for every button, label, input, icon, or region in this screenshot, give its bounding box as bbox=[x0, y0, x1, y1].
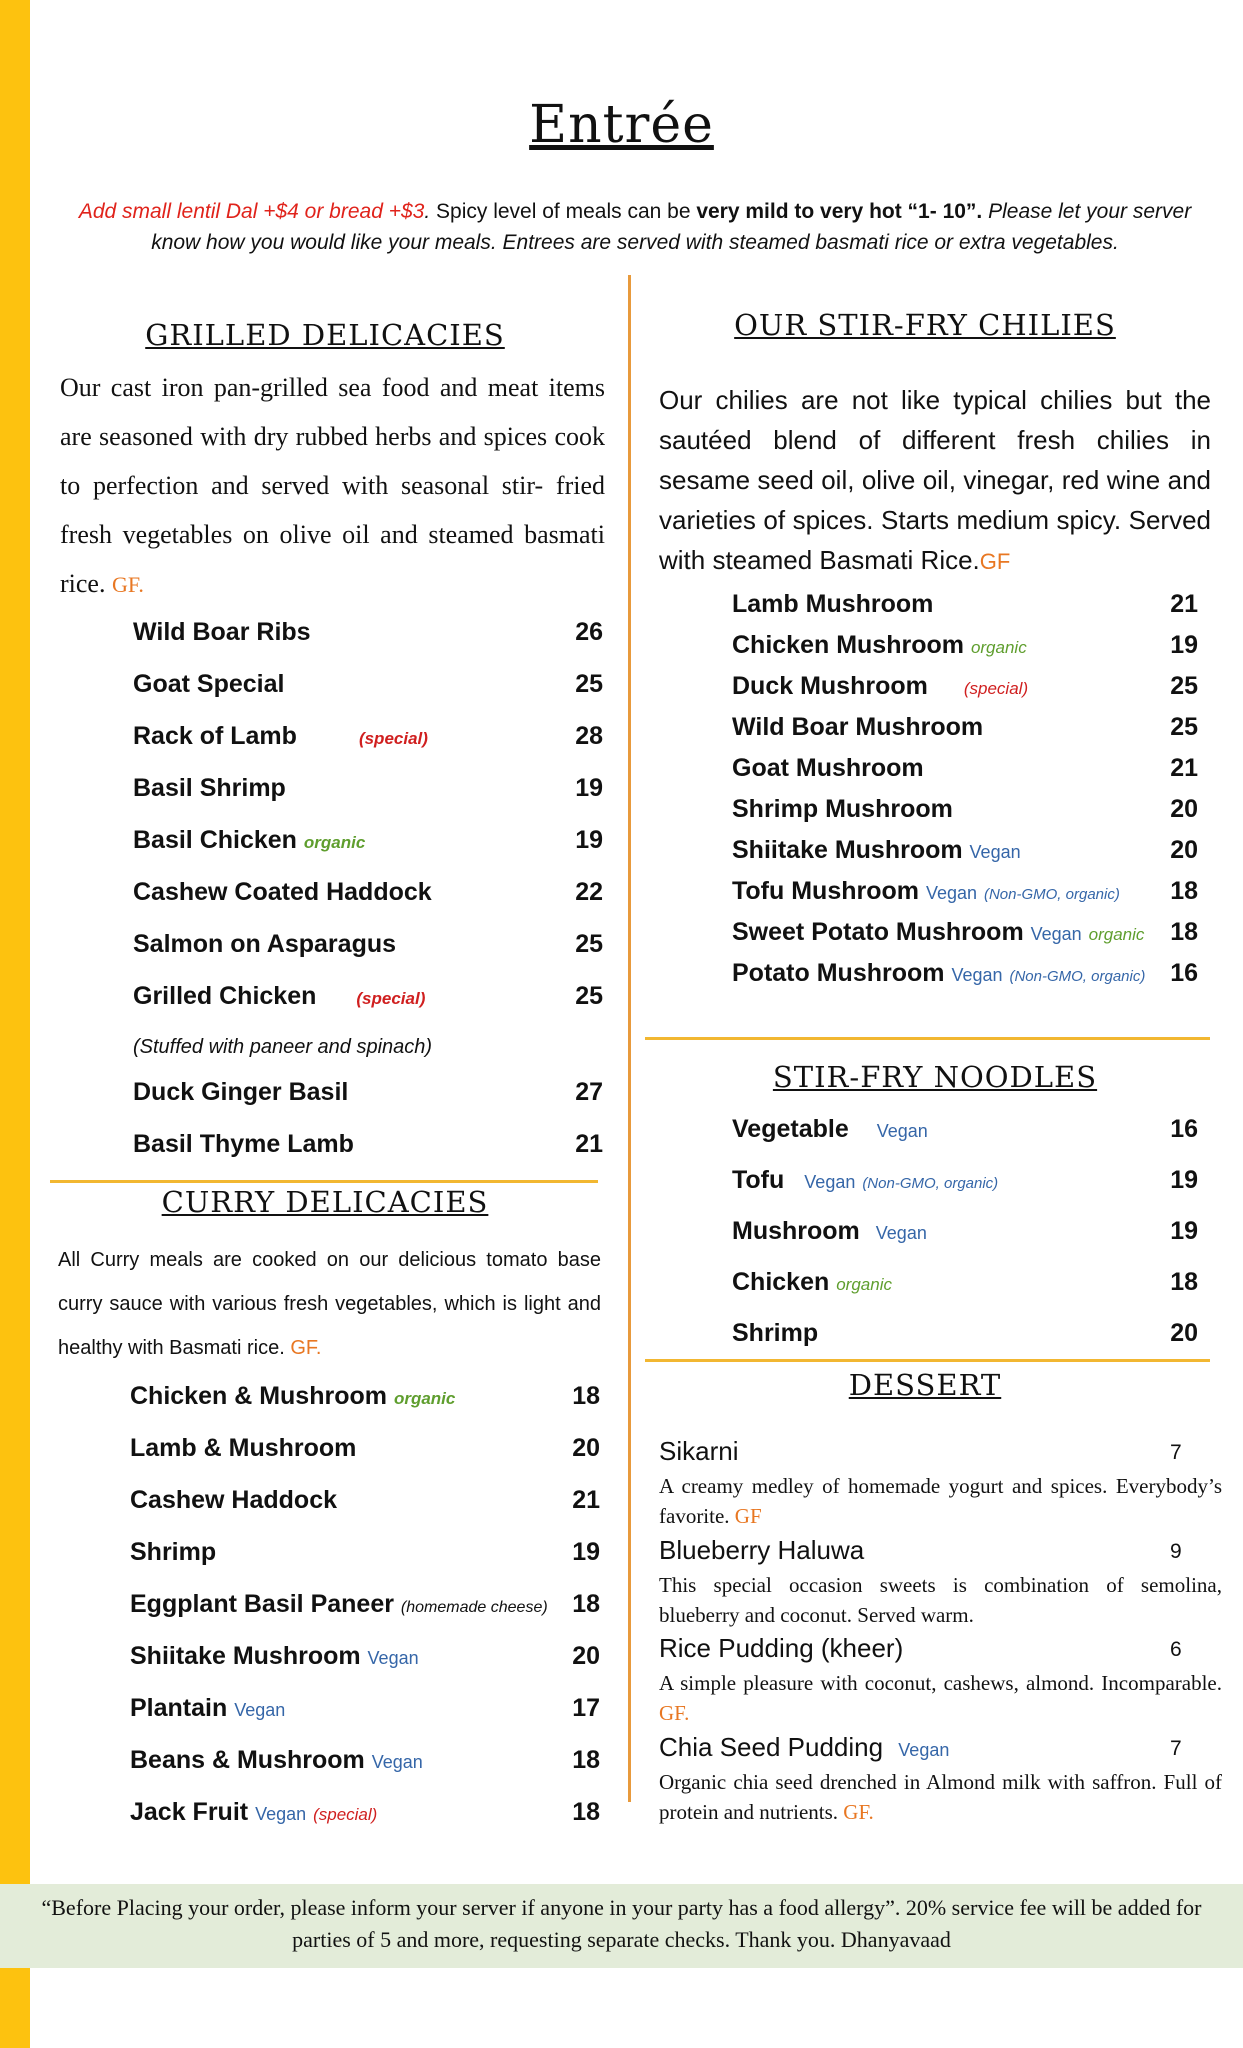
menu-item: Shiitake Mushroom Vegan 20 bbox=[130, 1642, 600, 1670]
curry-heading: CURRY DELICACIES bbox=[161, 1185, 489, 1219]
dessert-name: Rice Pudding (kheer) bbox=[659, 1633, 904, 1663]
menu-item: Vegetable Vegan 16 bbox=[732, 1115, 1198, 1143]
grilled-heading: GRILLED DELICACIES bbox=[145, 318, 505, 352]
menu-item: Salmon on Asparagus 25 bbox=[133, 930, 603, 958]
menu-item: Basil Chicken organic 19 bbox=[133, 826, 603, 854]
menu-item: Plantain Vegan 17 bbox=[130, 1694, 600, 1722]
chilies-description: Our chilies are not like typical chilies but the sautéed blend of different fresh chilies in sesame seed oil, olive oil, vinegar, red wine and varieties of spices. Starts medium spicy. Served with steamed Basmati Rice.GF bbox=[659, 385, 1211, 575]
menu-item: Tofu Vegan (Non-GMO, organic) 19 bbox=[732, 1166, 1198, 1194]
menu-item: Eggplant Basil Paneer (homemade cheese) 18 bbox=[130, 1590, 600, 1618]
section-divider bbox=[645, 1359, 1210, 1362]
menu-item: Potato Mushroom Vegan (Non-GMO, organic) 16 bbox=[732, 959, 1198, 987]
column-divider bbox=[628, 275, 631, 1802]
section-divider bbox=[645, 1037, 1210, 1040]
noodles-heading: STIR-FRY NOODLES bbox=[772, 1060, 1098, 1094]
dessert-name: Blueberry Haluwa bbox=[659, 1535, 865, 1565]
menu-item: Rack of Lamb (special) 28 bbox=[133, 722, 603, 750]
dessert-heading: DESSERT bbox=[848, 1368, 1002, 1402]
grilled-description: Our cast iron pan-grilled sea food and meat items are seasoned with dry rubbed herbs and spices cook to perfection and served with seasonal stir- fried fresh vegetables on olive oil and steamed basmati rice. GF. bbox=[60, 373, 605, 598]
grilled-note: (Stuffed with paneer and spinach) bbox=[133, 1036, 433, 1058]
allergy-footer bbox=[0, 1884, 1243, 1968]
menu-item: Lamb & Mushroom 20 bbox=[130, 1434, 600, 1462]
dessert-name: Sikarni bbox=[659, 1436, 739, 1466]
menu-item: Jack Fruit Vegan (special) 18 bbox=[130, 1798, 600, 1826]
menu-item: Lamb Mushroom 21 bbox=[732, 590, 1198, 618]
menu-item: Chicken Mushroom organic 19 bbox=[732, 631, 1198, 659]
dessert-price: 7 bbox=[1170, 1737, 1182, 1760]
menu-item: Shiitake Mushroom Vegan 20 bbox=[732, 836, 1198, 864]
menu-item: Duck Ginger Basil 27 bbox=[133, 1078, 603, 1106]
menu-item: Wild Boar Ribs 26 bbox=[133, 618, 603, 646]
menu-item: Grilled Chicken (special) 25 bbox=[133, 982, 603, 1010]
dessert-name: Chia Seed Pudding Vegan bbox=[659, 1732, 950, 1762]
menu-item: Duck Mushroom (special) 25 bbox=[732, 672, 1198, 700]
page-title: Entrée bbox=[529, 95, 714, 155]
menu-item: Wild Boar Mushroom 25 bbox=[732, 713, 1198, 741]
menu-item: Tofu Mushroom Vegan (Non-GMO, organic) 18 bbox=[732, 877, 1198, 905]
menu-item: Cashew Coated Haddock 22 bbox=[133, 878, 603, 906]
menu-item: Basil Shrimp 19 bbox=[133, 774, 603, 802]
menu-item: Shrimp Mushroom 20 bbox=[732, 795, 1198, 823]
dessert-description: A creamy medley of homemade yogurt and spices. Everybody’s favorite. GF bbox=[659, 1474, 1222, 1528]
footer-text: “Before Placing your order, please inform your server if anyone in your party has a food allergy”. 20% service fee will be added for parties of 5 and more, requesting separate checks. Thank you. Dhanyavaad bbox=[41, 1895, 1202, 1952]
chilies-heading: OUR STIR-FRY CHILIES bbox=[734, 308, 1116, 342]
dessert-price: 7 bbox=[1170, 1441, 1182, 1464]
menu-item: Beans & Mushroom Vegan 18 bbox=[130, 1746, 600, 1774]
dessert-description: Organic chia seed drenched in Almond milk with saffron. Full of protein and nutrients. GF. bbox=[659, 1770, 1222, 1824]
dessert-price: 9 bbox=[1170, 1540, 1182, 1563]
menu-item: Chicken & Mushroom organic 18 bbox=[130, 1382, 600, 1410]
menu-item: Mushroom Vegan 19 bbox=[732, 1217, 1198, 1245]
menu-item: Chicken organic 18 bbox=[732, 1268, 1198, 1296]
menu-item: Goat Mushroom 21 bbox=[732, 754, 1198, 782]
dessert-description: This special occasion sweets is combination of semolina, blueberry and coconut. Served warm. bbox=[659, 1573, 1222, 1627]
intro-text: Add small lentil Dal +$4 or bread +$3. Spicy level of meals can be very mild to very hot “1- 10”. Please let your server know how you would like your meals. Entrees are served with steamed basmati rice or extra vegetables. bbox=[78, 200, 1192, 254]
curry-description: All Curry meals are cooked on our delicious tomato base curry sauce with various fresh vegetables, which is light and healthy with Basmati rice. GF. bbox=[58, 1249, 601, 1359]
sidebar-stripe bbox=[0, 0, 30, 2048]
dessert-price: 6 bbox=[1170, 1638, 1182, 1661]
menu-item: Goat Special 25 bbox=[133, 670, 603, 698]
dessert-description: A simple pleasure with coconut, cashews, almond. Incomparable. GF. bbox=[659, 1671, 1222, 1725]
menu-item: Basil Thyme Lamb 21 bbox=[133, 1130, 603, 1158]
menu-item: Sweet Potato Mushroom Vegan organic 18 bbox=[732, 918, 1198, 946]
section-divider bbox=[50, 1180, 598, 1183]
menu-item: Cashew Haddock 21 bbox=[130, 1486, 600, 1514]
menu-item: Shrimp 19 bbox=[130, 1538, 600, 1566]
intro-addons: Add small lentil Dal +$4 or bread +$3 bbox=[78, 200, 425, 223]
menu-item: Shrimp 20 bbox=[732, 1319, 1198, 1347]
